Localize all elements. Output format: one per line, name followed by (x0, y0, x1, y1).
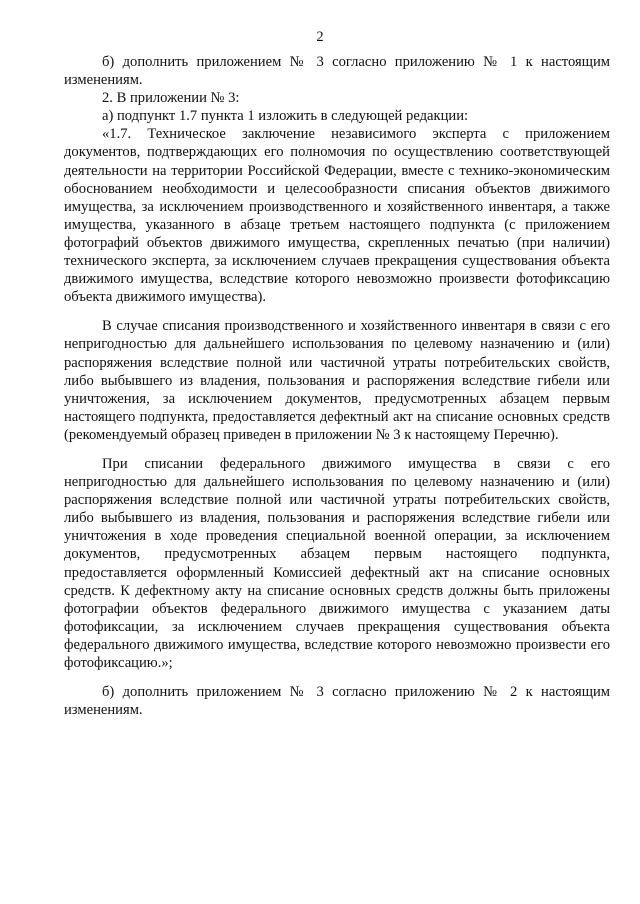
paragraph-2a-subclause: а) подпункт 1.7 пункта 1 изложить в следующей редакции: (102, 108, 469, 125)
paragraph-1-7-technical-conclusion: «1.7. Техническое заключение независимого эксперта с приложением документов, подтверждающих его полномочия по осуществлению соответствующей деятельности на территории Российской Федерации, вместе с технико-экономическим обоснованием необходимости и целесообразности списания объектов движимого имущества, за исключением производственного и хозяйственного инвентаря, а также имущества, указанного в абзаце третьем настоящего подпункта (с приложением фотографий объектов движимого имущества, скрепленных печатью (при наличии) технического эксперта, за исключением случаев прекращения существования объекта движимого имущества, вследствие которого невозможно произвести фотофиксацию объекта движимого имущества). (64, 126, 610, 306)
paragraph-1b-add-appendix: б) дополнить приложением № 3 согласно приложению № 1 к настоящим изменениям. (64, 54, 610, 89)
document-body (64, 53, 610, 719)
paragraph-inventory-write-off: В случае списания производственного и хозяйственного инвентаря в связи с его непригодностью для дальнейшего использования по целевому назначению и (или) распоряжения вследствие полной или частичной утраты потребительских свойств, либо выбывшего из владения, пользования и распоряжения вследствие гибели или уничтожения, за исключением документов, предусмотренных абзацем первым настоящего подпункта, предоставляется дефектный акт на списание основных средств (рекомендуемый образец приведен в приложении № 3 к настоящему Перечню). (64, 318, 610, 443)
paragraph-federal-property-write-off: При списании федерального движимого имущества в связи с его непригодностью для дальнейшего использования по целевому назначению и (или) распоряжения вследствие полной или частичной утраты потребительских свойств, либо выбывшего из владения, пользования и распоряжения вследствие гибели или уничтожения в ходе проведения специальной военной операции, за исключением документов, предусмотренных абзацем первым настоящего подпункта, предоставляется оформленный Комиссией дефектный акт на списание основных средств. К дефектному акту на списание основных средств должны быть приложены фотографии объектов федерального движимого имущества с указанием даты фотофиксации, за исключением случаев прекращения существования объекта федерального движимого имущества, вследствие которого невозможно произвести его фотофиксацию.»; (64, 455, 610, 671)
page-number: 2 (316, 29, 324, 45)
paragraph-section-2-heading: 2. В приложении № 3: (102, 90, 240, 107)
paragraph-2b-add-appendix: б) дополнить приложением № 3 согласно приложению № 2 к настоящим изменениям. (64, 684, 610, 719)
